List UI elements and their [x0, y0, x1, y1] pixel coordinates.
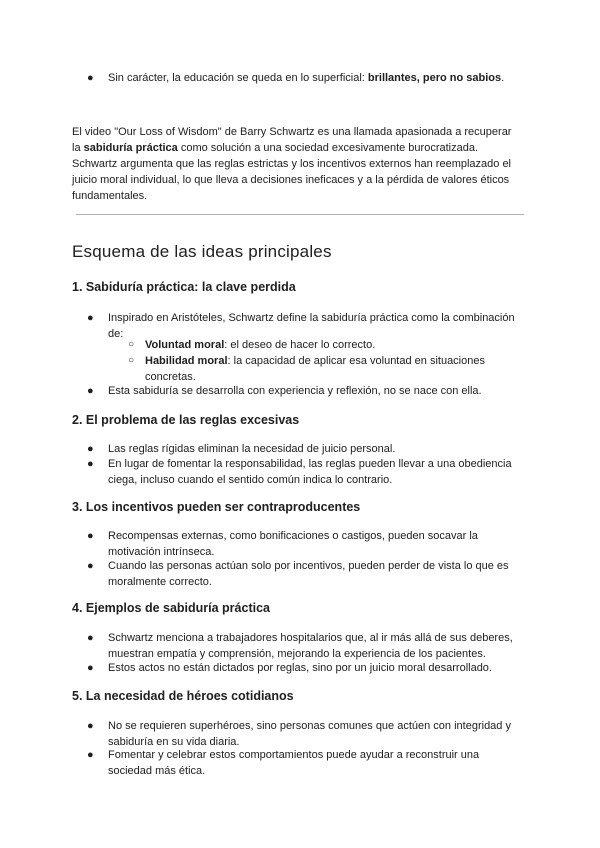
intro-paragraph: El video "Our Loss of Wisdom" de Barry Schwartz es una llamada apasionada a recuperar la sabiduría práctica como solución a una sociedad excesivamente burocratizada. Schwartz argumenta que las reglas estrictas y los incentivos externos han reemplazado el juicio moral individual, lo que lleva a decisiones ineficaces y a la pérdida de valores éticos fundamentales.	[72, 126, 512, 202]
bullet-circle: ○	[128, 339, 135, 350]
bullet-dot: ●	[87, 72, 94, 84]
bullet-dot: ●	[87, 632, 94, 644]
list-item-text: Las reglas rígidas eliminan la necesidad de juicio personal.	[108, 443, 396, 455]
list-item-text: Inspirado en Aristóteles, Schwartz define la sabiduría práctica como la combinación de:	[108, 312, 515, 340]
bullet-dot: ●	[87, 443, 94, 455]
list-item-text: Cuando las personas actúan solo por incentivos, pueden perder de vista lo que es moralmente correcto.	[108, 560, 509, 588]
subsection-title: 4. Ejemplos de sabiduría práctica	[72, 601, 270, 615]
list-item-text: No se requieren superhéroes, sino personas comunes que actúen con integridad y sabiduría en su vida diaria.	[108, 720, 511, 748]
horizontal-divider	[76, 214, 524, 215]
subsection-title: 5. La necesidad de héroes cotidianos	[72, 689, 294, 703]
bullet-circle: ○	[128, 355, 135, 366]
bullet-dot: ●	[87, 458, 94, 470]
sub-list-item-text: Habilidad moral: la capacidad de aplicar esa voluntad en situaciones concretas.	[145, 355, 485, 383]
subsection-title: 3. Los incentivos pueden ser contraproducentes	[72, 500, 361, 514]
list-item-text: Estos actos no están dictados por reglas, sino por un juicio moral desarrollado.	[108, 662, 492, 674]
list-item-text: En lugar de fomentar la responsabilidad, las reglas pueden llevar a una obediencia ciega, incluso cuando el sentido común indica lo contrario.	[108, 458, 512, 486]
bullet-dot: ●	[87, 662, 94, 674]
bullet-dot: ●	[87, 749, 94, 761]
list-item-text: Esta sabiduría se desarrolla con experiencia y reflexión, no se nace con ella.	[108, 385, 482, 397]
subsection-title: 1. Sabiduría práctica: la clave perdida	[72, 280, 296, 294]
section-heading: Esquema de las ideas principales	[72, 242, 332, 261]
bullet-dot: ●	[87, 385, 94, 397]
sub-list-item-text: Voluntad moral: el deseo de hacer lo correcto.	[145, 339, 376, 351]
bullet-dot: ●	[87, 530, 94, 542]
list-item-text: Recompensas externas, como bonificaciones o castigos, pueden socavar la motivación intrínseca.	[108, 530, 478, 558]
subsection-title: 2. El problema de las reglas excesivas	[72, 413, 300, 427]
bullet-dot: ●	[87, 720, 94, 732]
bullet-dot: ●	[87, 312, 94, 324]
bullet-dot: ●	[87, 560, 94, 572]
list-item-text: Sin carácter, la educación se queda en lo superficial: brillantes, pero no sabios.	[108, 72, 505, 84]
list-item-text: Fomentar y celebrar estos comportamientos puede ayudar a reconstruir una sociedad más ética.	[108, 749, 480, 777]
list-item-text: Schwartz menciona a trabajadores hospitalarios que, al ir más allá de sus deberes, muestran empatía y comprensión, mejorando la experiencia de los pacientes.	[108, 632, 513, 660]
